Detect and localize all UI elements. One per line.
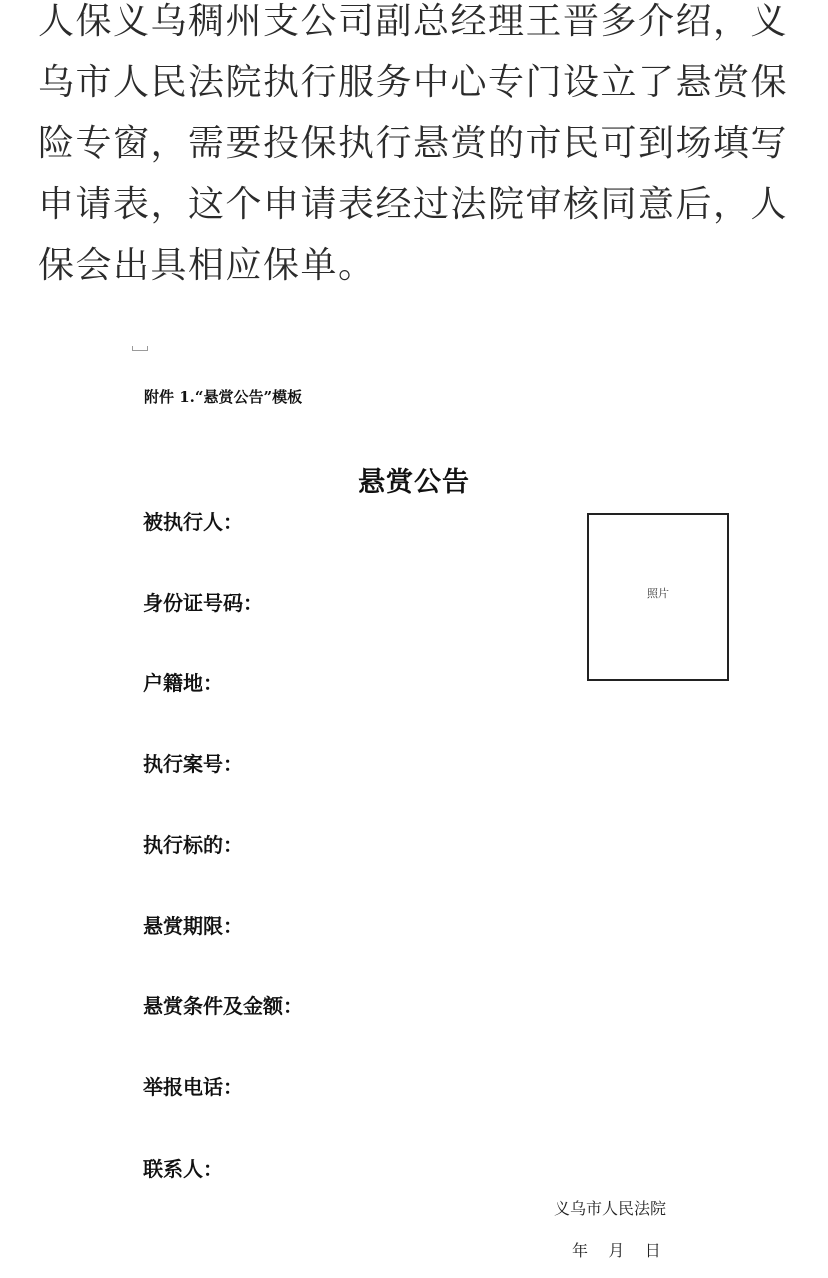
field-reward-period: 悬赏期限： [143, 914, 243, 938]
court-signature: 义乌市人民法院 [554, 1199, 667, 1218]
article-line: 保会出具相应保单。 [38, 245, 376, 286]
field-id-number: 身份证号码： [143, 591, 263, 615]
appendix-caption: 附件 1.“悬赏公告”模板 [144, 388, 303, 406]
field-judgment-debtor: 被执行人： [143, 510, 243, 534]
field-household-registration: 户籍地： [143, 671, 223, 695]
photo-placeholder [587, 513, 729, 681]
article-line: 人保义乌稠州支公司副总经理王晋多介绍，义 [38, 1, 789, 42]
notice-title: 悬赏公告 [358, 467, 470, 498]
page-corner-mark [132, 346, 148, 351]
article-line: 申请表，这个申请表经过法院审核同意后，人 [38, 184, 789, 225]
field-execution-subject: 执行标的： [143, 833, 243, 857]
field-reward-conditions-amount: 悬赏条件及金额： [143, 994, 303, 1018]
notice-template-image [0, 330, 828, 1278]
article-text [38, 0, 798, 296]
field-case-number: 执行案号： [143, 752, 243, 776]
article-line: 乌市人民法院执行服务中心专门设立了悬赏保 [38, 62, 789, 103]
photo-label: 照片 [647, 587, 669, 600]
date-line: 年 月 日 [572, 1241, 661, 1260]
field-contact-person: 联系人： [143, 1157, 223, 1181]
article-line: 险专窗，需要投保执行悬赏的市民可到场填写 [38, 123, 789, 164]
field-report-phone: 举报电话： [143, 1075, 243, 1099]
